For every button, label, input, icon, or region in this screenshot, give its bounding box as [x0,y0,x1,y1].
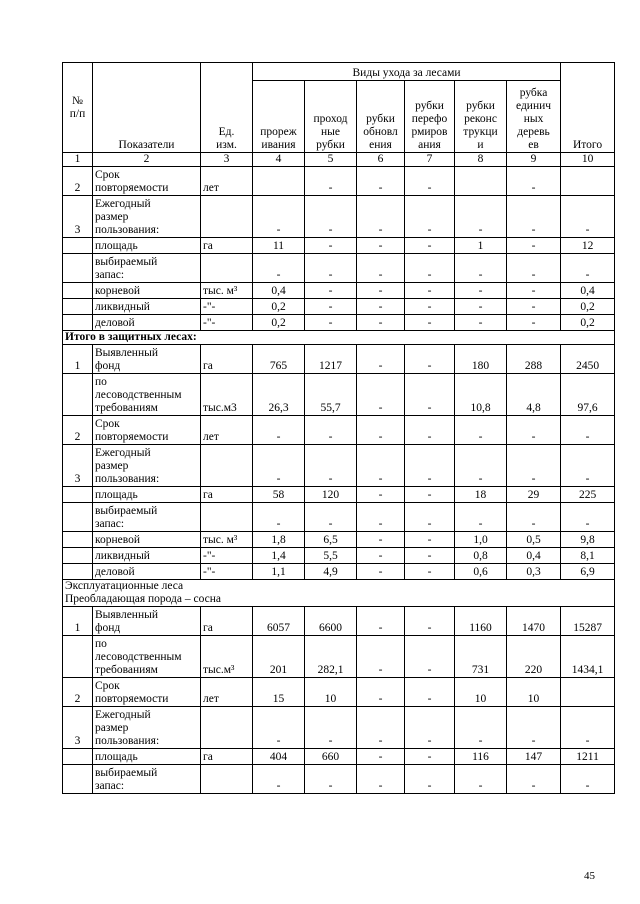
header-total: Итого [561,63,615,153]
unit-cell [201,254,253,283]
value-cell: - [455,254,507,283]
table-row [63,167,615,196]
value-cell: - [357,487,405,503]
indicator-cell: по лесоводственным требованиям [93,374,201,416]
row-number [63,532,93,548]
value-cell: 29 [507,487,561,503]
value-cell: - [305,416,357,445]
value-cell: - [507,445,561,487]
value-cell: 1,1 [253,564,305,580]
value-cell: 120 [305,487,357,503]
value-cell: - [405,564,455,580]
column-number: 10 [561,153,615,167]
indicator-cell: площадь [93,487,201,503]
value-cell: 97,6 [561,374,615,416]
value-cell: 1434,1 [561,636,615,678]
indicator-cell: Выявленный фонд [93,607,201,636]
table-row [63,678,615,707]
value-cell: - [455,315,507,331]
value-cell: - [357,749,405,765]
value-cell: - [253,765,305,794]
section-protective-forests-title: Итого в защитных лесах: [63,331,615,345]
row-number [63,374,93,416]
row-number: 2 [63,678,93,707]
value-cell: - [405,636,455,678]
row-number: 2 [63,167,93,196]
value-cell: - [357,254,405,283]
value-cell: - [507,254,561,283]
value-cell: 6,5 [305,532,357,548]
value-cell: 0,2 [561,299,615,315]
value-cell [253,167,305,196]
value-cell: - [405,196,455,238]
unit-cell: тыс. м³ [201,283,253,299]
column-number: 2 [93,153,201,167]
row-number [63,487,93,503]
value-cell: - [507,503,561,532]
value-cell: 0,2 [253,299,305,315]
row-number [63,299,93,315]
row-number: 3 [63,707,93,749]
indicator-cell: Срок повторяемости [93,678,201,707]
column-number: 4 [253,153,305,167]
value-cell: - [405,374,455,416]
table-row [63,636,615,678]
header-num: № п/п [63,63,93,153]
header-unit: Ед. изм. [201,63,253,153]
value-cell: 10,8 [455,374,507,416]
value-cell: - [253,445,305,487]
column-number: 6 [357,153,405,167]
value-cell: - [561,416,615,445]
table-row [63,548,615,564]
column-number: 9 [507,153,561,167]
row-number [63,749,93,765]
value-cell: - [507,299,561,315]
value-cell: - [305,503,357,532]
table-row [63,707,615,749]
header-type-2: проход ные рубки [305,81,357,153]
table-row [63,254,615,283]
value-cell: 225 [561,487,615,503]
indicator-cell: площадь [93,238,201,254]
value-cell: - [507,707,561,749]
value-cell: 1160 [455,607,507,636]
value-cell: - [357,315,405,331]
value-cell: - [357,548,405,564]
unit-cell: га [201,607,253,636]
value-cell: - [405,487,455,503]
indicator-cell: Ежегодный размер пользования: [93,707,201,749]
value-cell: - [357,636,405,678]
value-cell: - [405,678,455,707]
header-group: Виды ухода за лесами [253,63,561,81]
unit-cell: лет [201,167,253,196]
indicator-cell: Срок повторяемости [93,416,201,445]
value-cell: - [253,196,305,238]
indicator-cell: корневой [93,283,201,299]
value-cell: 55,7 [305,374,357,416]
value-cell: 1470 [507,607,561,636]
row-number [63,238,93,254]
section-exploitation-forests [63,580,615,607]
value-cell: - [305,765,357,794]
row-number [63,254,93,283]
value-cell: 12 [561,238,615,254]
value-cell: - [405,254,455,283]
unit-cell: га [201,749,253,765]
value-cell: 10 [507,678,561,707]
value-cell: - [455,416,507,445]
value-cell: 404 [253,749,305,765]
value-cell: 8,1 [561,548,615,564]
value-cell: 0,4 [253,283,305,299]
row-number [63,503,93,532]
indicator-cell: выбираемый запас: [93,254,201,283]
value-cell: - [305,254,357,283]
unit-cell: лет [201,416,253,445]
value-cell: - [455,299,507,315]
value-cell: 1211 [561,749,615,765]
indicator-cell: по лесоводственным требованиям [93,636,201,678]
value-cell: - [305,167,357,196]
value-cell: - [455,707,507,749]
section-exploitation-forests-title: Эксплуатационные леса Преобладающая порода – сосна [63,580,615,607]
indicator-cell: Выявленный фонд [93,345,201,374]
value-cell: 1,8 [253,532,305,548]
value-cell: - [561,445,615,487]
table-row [63,445,615,487]
column-number: 7 [405,153,455,167]
value-cell: 0,8 [455,548,507,564]
table-row [63,607,615,636]
column-number: 3 [201,153,253,167]
value-cell: - [253,503,305,532]
table-row [63,503,615,532]
unit-cell: -"- [201,564,253,580]
row-number [63,765,93,794]
value-cell: 1 [455,238,507,254]
value-cell: - [305,196,357,238]
indicator-cell: Ежегодный размер пользования: [93,196,201,238]
value-cell: - [357,503,405,532]
value-cell: - [561,707,615,749]
row-number [63,564,93,580]
indicator-cell: площадь [93,749,201,765]
value-cell: - [405,707,455,749]
unit-cell [201,445,253,487]
indicator-cell: ликвидный [93,548,201,564]
table-row [63,196,615,238]
value-cell: 0,5 [507,532,561,548]
value-cell: - [405,548,455,564]
indicator-cell: деловой [93,564,201,580]
table-row [63,238,615,254]
value-cell: - [507,283,561,299]
value-cell: 10 [455,678,507,707]
value-cell: 0,2 [561,315,615,331]
row-number: 3 [63,196,93,238]
unit-cell: тыс.м3 [201,374,253,416]
value-cell: - [357,238,405,254]
value-cell: - [455,445,507,487]
value-cell: - [357,299,405,315]
header-type-5: рубки реконс трукци и [455,81,507,153]
value-cell: 15 [253,678,305,707]
value-cell: - [357,765,405,794]
value-cell: 731 [455,636,507,678]
table-row [63,283,615,299]
value-cell: - [357,564,405,580]
value-cell: - [561,503,615,532]
unit-cell [201,765,253,794]
unit-cell: -"- [201,299,253,315]
value-cell: - [305,283,357,299]
indicator-cell: Срок повторяемости [93,167,201,196]
value-cell: 1,4 [253,548,305,564]
value-cell: 0,4 [507,548,561,564]
value-cell: 180 [455,345,507,374]
value-cell: - [405,345,455,374]
value-cell: 2450 [561,345,615,374]
unit-cell: тыс.м³ [201,636,253,678]
value-cell: - [507,238,561,254]
value-cell: 11 [253,238,305,254]
value-cell: - [357,345,405,374]
value-cell: 6,9 [561,564,615,580]
value-cell: - [561,765,615,794]
value-cell: - [357,283,405,299]
value-cell: 6600 [305,607,357,636]
value-cell: - [405,749,455,765]
value-cell: - [253,416,305,445]
table-row [63,299,615,315]
unit-cell: -"- [201,315,253,331]
table-row [63,487,615,503]
table-row [63,345,615,374]
value-cell: 5,5 [305,548,357,564]
value-cell [455,167,507,196]
unit-cell: лет [201,678,253,707]
value-cell: - [455,765,507,794]
value-cell: 6057 [253,607,305,636]
page-number: 45 [584,870,595,882]
unit-cell: га [201,487,253,503]
value-cell: 0,4 [561,283,615,299]
column-number-row [63,153,615,167]
value-cell: - [357,678,405,707]
value-cell: - [305,299,357,315]
value-cell: - [561,196,615,238]
value-cell: - [405,299,455,315]
value-cell: - [357,416,405,445]
column-number: 5 [305,153,357,167]
value-cell: 15287 [561,607,615,636]
header-type-6: рубка единич ных деревь ев [507,81,561,153]
row-number [63,283,93,299]
value-cell: - [405,315,455,331]
table-row [63,564,615,580]
unit-cell: тыс. м³ [201,532,253,548]
value-cell: - [357,196,405,238]
value-cell: 9,8 [561,532,615,548]
value-cell: - [507,167,561,196]
value-cell: - [455,503,507,532]
value-cell: - [507,315,561,331]
value-cell: - [405,283,455,299]
row-number [63,315,93,331]
unit-cell: -"- [201,548,253,564]
header-type-4: рубки перефо рмиров ания [405,81,455,153]
value-cell: - [405,503,455,532]
value-cell: - [305,445,357,487]
forest-care-table [62,62,615,794]
row-number [63,636,93,678]
value-cell: 0,6 [455,564,507,580]
value-cell: - [507,416,561,445]
value-cell: - [357,707,405,749]
table-row [63,765,615,794]
value-cell: 282,1 [305,636,357,678]
value-cell: - [357,445,405,487]
value-cell: 147 [507,749,561,765]
unit-cell [201,196,253,238]
value-cell: - [405,765,455,794]
unit-cell: га [201,238,253,254]
header-type-3: рубки обновл ения [357,81,405,153]
value-cell: - [357,374,405,416]
value-cell: - [253,254,305,283]
value-cell: - [405,167,455,196]
value-cell: 26,3 [253,374,305,416]
table-row [63,315,615,331]
value-cell: - [507,196,561,238]
value-cell: - [405,532,455,548]
value-cell: 660 [305,749,357,765]
value-cell: 765 [253,345,305,374]
value-cell: 0,2 [253,315,305,331]
indicator-cell: корневой [93,532,201,548]
row-number: 1 [63,607,93,636]
value-cell: - [305,315,357,331]
header-indicator: Показатели [93,63,201,153]
value-cell: - [357,607,405,636]
value-cell: - [507,765,561,794]
indicator-cell: ликвидный [93,299,201,315]
row-number: 2 [63,416,93,445]
indicator-cell: Ежегодный размер пользования: [93,445,201,487]
value-cell: 288 [507,345,561,374]
value-cell: 0,3 [507,564,561,580]
value-cell: - [455,283,507,299]
table-row [63,749,615,765]
indicator-cell: выбираемый запас: [93,765,201,794]
row-number: 3 [63,445,93,487]
value-cell: - [561,254,615,283]
row-number: 1 [63,345,93,374]
value-cell: 201 [253,636,305,678]
value-cell: 4,8 [507,374,561,416]
row-number [63,548,93,564]
unit-cell [201,707,253,749]
column-number: 8 [455,153,507,167]
value-cell: - [357,532,405,548]
value-cell: - [405,416,455,445]
value-cell: - [455,196,507,238]
indicator-cell: выбираемый запас: [93,503,201,532]
value-cell: - [253,707,305,749]
value-cell: - [357,167,405,196]
table-row [63,532,615,548]
value-cell: - [305,707,357,749]
value-cell: 10 [305,678,357,707]
header-type-1: прореж ивания [253,81,305,153]
table-row [63,416,615,445]
column-number: 1 [63,153,93,167]
section-protective-forests [63,331,615,345]
value-cell: 220 [507,636,561,678]
value-cell: - [405,445,455,487]
indicator-cell: деловой [93,315,201,331]
value-cell: 1,0 [455,532,507,548]
value-cell: 58 [253,487,305,503]
value-cell [561,678,615,707]
value-cell: 18 [455,487,507,503]
value-cell: - [405,607,455,636]
value-cell: - [305,238,357,254]
value-cell [561,167,615,196]
table-row [63,374,615,416]
value-cell: 4,9 [305,564,357,580]
unit-cell [201,503,253,532]
value-cell: - [405,238,455,254]
unit-cell: га [201,345,253,374]
value-cell: 1217 [305,345,357,374]
value-cell: 116 [455,749,507,765]
